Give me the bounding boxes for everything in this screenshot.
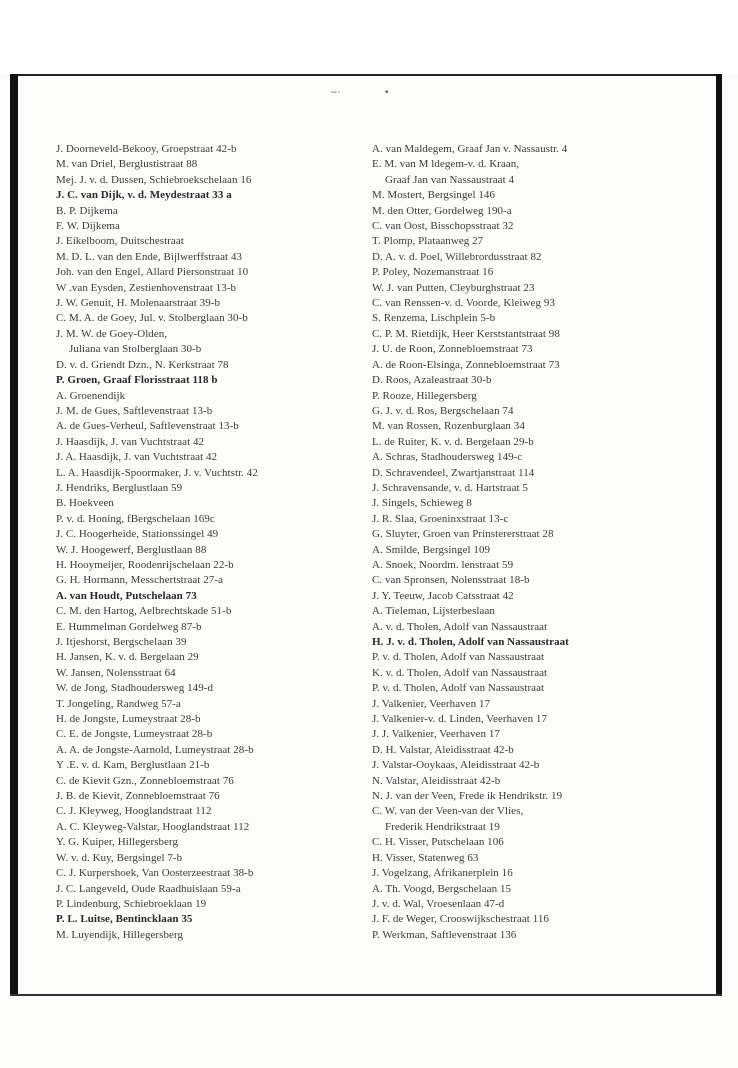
list-item: J. U. de Roon, Zonnebloemstraat 73 [372,343,533,356]
list-item: G. J. v. d. Ros, Bergschelaan 74 [372,404,514,417]
list-item: J. W. Genuit, H. Molenaarstraat 39-b [56,297,221,310]
list-item: C. van Renssen-v. d. Voorde, Kleiweg 93 [372,297,555,310]
list-item: C. J. Kurpershoek, Van Oosterzeestraat 38-b [56,867,254,880]
list-item: J. Y. Teeuw, Jacob Catsstraat 42 [372,589,514,602]
top-margin [0,0,738,74]
list-item: G. Sluyter, Groen van Prinstererstraat 28 [372,528,554,541]
list-item: C. P. M. Rietdijk, Heer Kerststantstraat 98 [372,327,560,340]
list-item: P. v. d. Tholen, Adolf van Nassaustraat [372,682,545,695]
list-item: P. Poley, Nozemanstraat 16 [372,266,494,279]
list-item: B. Hoekveen [56,497,114,510]
list-item: J. Singels, Schieweg 8 [372,497,472,510]
left-border-rule [10,74,18,996]
list-item: H. Visser, Statenweg 63 [372,851,479,864]
list-item: P. v. d. Tholen, Adolf van Nassaustraat [372,651,545,664]
list-item: Y .E. v. d. Kam, Berglustlaan 21-b [56,759,210,772]
list-item: A. Snoek, Noordm. lenstraat 59 [372,558,514,571]
list-item: J. v. d. Wal, Vroesenlaan 47-d [372,897,505,910]
list-item: W .van Eysden, Zestienhovenstraat 13-b [56,281,237,294]
list-item: A. de Gues-Verheul, Saftlevenstraat 13-b [56,420,239,433]
list-item: C. W. van der Veen-van der Vlies, [372,805,524,818]
list-item: C. H. Visser, Putschelaan 106 [372,836,504,849]
list-item: A. Tieleman, Lijsterbeslaan [372,605,495,618]
list-item: C. de Kievit Gzn., Zonnebloemstraat 76 [56,774,234,787]
list-item: J. Doorneveld-Bekooy, Groepstraat 42-b [56,143,237,155]
list-item: A. C. Kleyweg-Valstar, Hooglandstraat 112 [56,820,250,833]
list-item: Joh. van den Engel, Allard Piersonstraat 10 [56,266,249,279]
list-item: M. van Rossen, Rozenburglaan 34 [372,420,525,433]
list-item: C. E. de Jongste, Lumeystraat 28-b [56,728,213,741]
list-item: A. Groenendijk [56,389,126,402]
list-item: J. R. Slaa, Groeninxstraat 13-c [372,512,509,525]
list-item: M. den Otter, Gordelweg 190-a [372,204,512,217]
list-item: J. Schravensande, v. d. Hartstraat 5 [372,481,528,494]
list-item: J. Hendriks, Berglustlaan 59 [56,481,183,494]
list-item: P. Werkman, Saftlevenstraat 136 [372,928,517,941]
list-item: W. Jansen, Nolensstraat 64 [56,666,176,679]
right-border-rule [716,74,722,996]
list-item: C. M. A. de Goey, Jul. v. Stolberglaan 30-b [56,312,248,325]
list-item: Y. G. Kuiper, Hillegersberg [56,836,179,849]
list-item: C. van Spronsen, Nolensstraat 18-b [372,574,530,587]
list-item: J. B. de Kievit, Zonnebloemstraat 76 [56,790,220,803]
list-item: C. J. Kleyweg, Hooglandstraat 112 [56,805,212,818]
list-item: Graaf Jan van Nassaustraat 4 [385,173,515,186]
list-item: P. L. Luitse, Bentincklaan 35 [56,913,193,926]
page-bottom-edge [10,994,722,996]
list-item: J. F. de Weger, Crooswijkschestraat 116 [372,913,549,926]
list-item: M. Luyendijk, Hillegersberg [56,928,184,941]
list-item: J. Eikelboom, Duitschestraat [56,235,184,248]
page-mark-right: • [384,88,390,98]
list-item: J. C. van Dijk, v. d. Meydestraat 33 a [56,189,232,202]
list-item: L. A. Haasdijk-Spoormaker, J. v. Vuchtstr. 42 [56,466,258,479]
list-item: P. v. d. Honing, fBergschelaan 169c [56,512,215,525]
list-item: T. Jongeling, Randweg 57-a [56,697,181,710]
list-item: E. Hummelman Gordelweg 87-b [56,620,202,633]
list-item: S. Renzema, Lischplein 5-b [372,312,496,325]
list-item: W. J. Hoogewerf, Berglustlaan 88 [56,543,207,556]
list-item: F. W. Dijkema [56,220,120,233]
list-item: Juliana van Stolberglaan 30-b [69,343,202,356]
list-item: J. Valstar-Ooykaas, Aleidisstraat 42-b [372,759,540,772]
list-item: J. M. W. de Goey-Olden, [56,327,168,340]
list-item: D. Roos, Azaleastraat 30-b [372,374,492,387]
list-item: J. Valkenier-v. d. Linden, Veerhaven 17 [372,713,548,726]
list-item: J. A. Haasdijk, J. van Vuchtstraat 42 [56,451,218,464]
list-item: D. A. v. d. Poel, Willebrordusstraat 82 [372,250,542,263]
list-item: D. Schravendeel, Zwartjanstraat 114 [372,466,535,479]
list-item: P. Lindenburg, Schiebroeklaan 19 [56,897,207,910]
list-item: J. Valkenier, Veerhaven 17 [372,697,491,710]
list-item: W. v. d. Kuy, Bergsingel 7-b [56,851,183,864]
list-item: H. J. v. d. Tholen, Adolf van Nassaustraat [372,636,569,648]
list-item: A. de Roon-Elsinga, Zonnebloemstraat 73 [372,358,560,371]
list-item: Frederik Hendrikstraat 19 [385,820,500,833]
list-item: J. C. Hoogerheide, Stationssingel 49 [56,528,219,541]
list-item: T. Plomp, Plataanweg 27 [372,235,484,248]
list-item: C. M. den Hartog, Aelbrechtskade 51-b [56,605,232,618]
list-item: N. J. van der Veen, Frede ik Hendrikstr. 19 [372,790,563,803]
list-item: M. Mostert, Bergsingel 146 [372,189,496,202]
list-item: J. J. Valkenier, Veerhaven 17 [372,728,500,741]
list-item: Mej. J. v. d. Dussen, Schiebroekschelaan 16 [56,173,252,186]
list-item: B. P. Dijkema [56,204,118,217]
list-item: D. v. d. Griendt Dzn., N. Kerkstraat 78 [56,358,229,371]
list-item: A. A. de Jongste-Aarnold, Lumeystraat 28-b [56,743,254,756]
right-column-list [372,142,702,943]
list-item: W. de Jong, Stadhoudersweg 149-d [56,682,214,695]
left-column-list [56,142,356,943]
list-item: A. v. d. Tholen, Adolf van Nassaustraat [372,620,548,633]
list-item: C. van Oost, Bisschopsstraat 32 [372,220,514,233]
list-item: D. H. Valstar, Aleidisstraat 42-b [372,743,514,756]
list-item: N. Valstar, Aleidisstraat 42-b [372,774,501,787]
list-item: J. M. de Gues, Saftlevenstraat 13-b [56,404,213,417]
list-item: P. Rooze, Hillegersberg [372,389,477,402]
list-item: J. Haasdijk, J. van Vuchtstraat 42 [56,435,205,448]
list-item: A. Th. Voogd, Bergschelaan 15 [372,882,512,895]
list-item: G. H. Hormann, Messchertstraat 27-a [56,574,224,587]
list-item: H. de Jongste, Lumeystraat 28-b [56,713,201,726]
list-item: A. van Maldegem, Graaf Jan v. Nassaustr. 4 [372,143,568,155]
list-item: J. Vogelzang, Afrikanerplein 16 [372,867,513,880]
list-item: P. Groen, Graaf Florisstraat 118 b [56,374,218,387]
page-mark-left: ~· [330,88,341,98]
list-item: A. Schras, Stadhoudersweg 149-c [372,451,523,464]
list-item: K. v. d. Tholen, Adolf van Nassaustraat [372,666,548,679]
list-item: J. C. Langeveld, Oude Raadhuislaan 59-a [56,882,241,895]
list-item: M. D. L. van den Ende, Bijlwerffstraat 43 [56,250,243,263]
list-item: L. de Ruiter, K. v. d. Bergelaan 29-b [372,435,534,448]
list-item: E. M. van M ldegem-v. d. Kraan, [372,158,520,171]
list-item: A. Smilde, Bergsingel 109 [372,543,491,556]
list-item: W. J. van Putten, Cleyburghstraat 23 [372,281,535,294]
list-item: J. Itjeshorst, Bergschelaan 39 [56,636,187,648]
list-item: H. Jansen, K. v. d. Bergelaan 29 [56,651,199,664]
list-item: H. Hooymeijer, Roodenrijschelaan 22-b [56,558,234,571]
list-item: M. van Driel, Berglustistraat 88 [56,158,198,171]
list-item: A. van Houdt, Putschelaan 73 [56,589,197,602]
page-top-edge [10,74,722,76]
